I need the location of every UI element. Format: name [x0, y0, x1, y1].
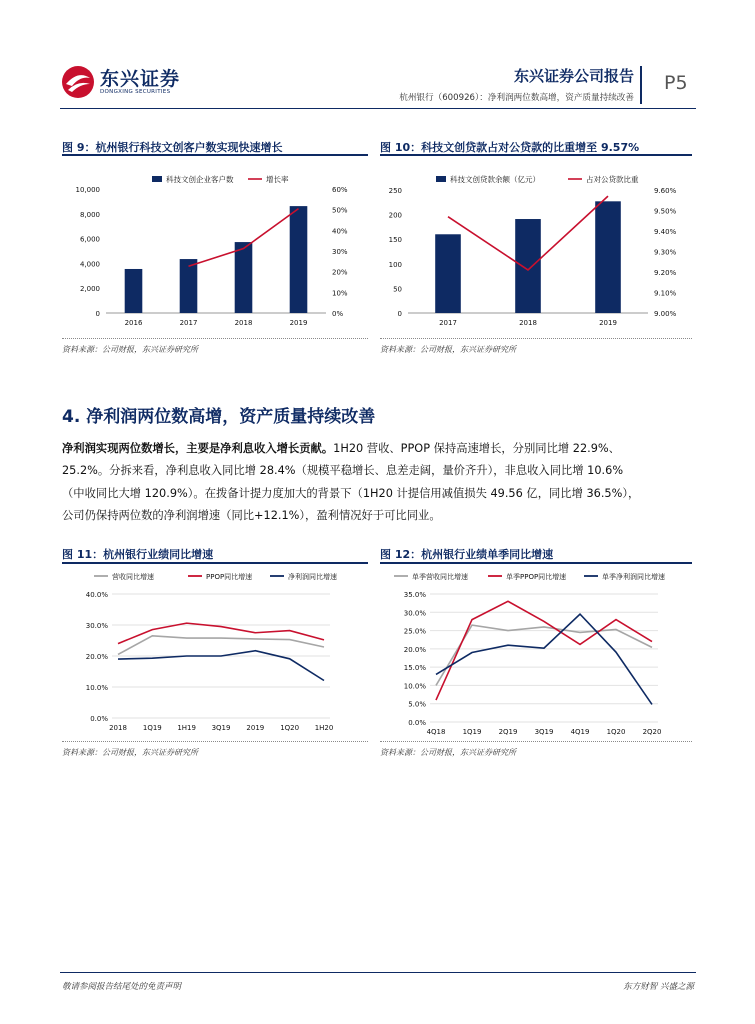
fig12-source: 资料来源：公司财报，东兴证券研究所: [380, 748, 516, 757]
fig10-yaxis-left-tick: 100: [388, 260, 402, 269]
fig11-x-tick: 2018: [109, 724, 127, 732]
fig12-y-tick: 25.0%: [403, 627, 426, 636]
fig12-legend-label: 单季营收同比增速: [412, 573, 468, 581]
fig10-yaxis-left-tick: 50: [393, 285, 402, 294]
fig11-chart: [62, 566, 372, 738]
fig11-legend-label: 营收同比增速: [112, 573, 154, 581]
header-rule: [60, 108, 696, 109]
fig12-title: 图 12：杭州银行业绩单季同比增速: [380, 548, 554, 561]
fig10-x-tick: 2019: [599, 319, 617, 327]
report-subtitle: 杭州银行（600926）：净利润两位数高增，资产质量持续改善: [399, 93, 634, 103]
fig10-yaxis-left-tick: 150: [388, 236, 402, 245]
fig12-x-tick: 2Q19: [498, 728, 518, 736]
fig10-chart: [380, 162, 692, 332]
fig10-yaxis-right-tick: 9.30%: [654, 248, 677, 257]
fig10-legend-bar-swatch: [436, 176, 446, 182]
fig11-source: 资料来源：公司财报，东兴证券研究所: [62, 748, 198, 757]
fig12-x-tick: 1Q19: [462, 728, 482, 736]
logo-emblem-icon: [60, 64, 96, 100]
paragraph-lead: 净利润实现两位数增长，主要是净利息收入增长贡献。: [62, 442, 334, 455]
fig10-yaxis-right-tick: 9.60%: [654, 187, 677, 195]
fig12-legend-label: 单季PPOP同比增速: [506, 573, 567, 581]
footer-rule: [60, 972, 696, 973]
paragraph-line-2: 25.2%。分拆来看，净利息收入同比增 28.4%（规模平稳增长、息差走阔，量价齐升），非息收入同比增 10.6%: [62, 464, 624, 478]
fig11-x-tick: 1Q19: [142, 724, 162, 732]
fig10-x-tick: 2018: [519, 319, 537, 327]
fig9-yaxis-right-tick: 50%: [332, 206, 348, 215]
fig12-y-tick: 35.0%: [403, 591, 426, 599]
fig10-yaxis-left-tick: 250: [388, 187, 402, 195]
report-title: 东兴证券公司报告: [513, 67, 634, 85]
fig10-source: 资料来源：公司财报，东兴证券研究所: [380, 345, 516, 354]
logo-text: 东兴证券: [100, 68, 181, 90]
fig10-legend-bar-label: 科技文创贷款余额（亿元）: [450, 175, 540, 184]
fig11-series-line: [118, 636, 324, 655]
paragraph-line-1: 1H20 营收、PPOP 保持高速增长，分别同比增 22.9%、: [333, 442, 620, 455]
fig11-title: 图 11：杭州银行业绩同比增速: [62, 548, 214, 561]
fig12-x-tick: 4Q18: [426, 728, 446, 736]
fig11-y-tick: 0.0%: [90, 715, 108, 723]
fig12-legend-label: 单季净利润同比增速: [602, 573, 665, 581]
fig9-yaxis-right-tick: 10%: [332, 289, 348, 298]
fig9-bottom-rule: [62, 338, 368, 339]
fig9-bar: [180, 259, 198, 313]
fig12-y-tick: 20.0%: [403, 645, 426, 654]
section-paragraph: [62, 438, 702, 528]
fig11-title-rule: [62, 562, 368, 564]
fig10-yaxis-right-tick: 9.40%: [654, 228, 677, 236]
fig9-legend-bar-swatch: [152, 176, 162, 182]
fig10-yaxis-right-tick: 9.00%: [654, 310, 677, 318]
fig12-x-tick: 2Q20: [642, 728, 662, 736]
fig9-x-tick: 2017: [179, 319, 198, 327]
header-divider: [640, 66, 642, 104]
fig9-yaxis-right-tick: 20%: [332, 268, 348, 277]
fig9-yaxis-left-tick: 8,000: [79, 210, 100, 219]
paragraph-line-4: 公司仍保持两位数的净利润增速（同比+12.1%），盈利情况好于可比同业。: [62, 509, 441, 523]
footer-slogan: 东方财智 兴盛之源: [623, 982, 694, 992]
fig9-yaxis-right-tick: 30%: [332, 248, 348, 256]
fig9-yaxis-left-tick: 4,000: [79, 260, 100, 269]
fig12-chart: [380, 566, 692, 738]
fig9-source: 资料来源：公司财报，东兴证券研究所: [62, 345, 198, 354]
fig11-legend-label: 净利润同比增速: [288, 573, 337, 581]
fig11-legend-label: PPOP同比增速: [206, 573, 253, 581]
fig9-bar: [125, 269, 143, 313]
logo: [60, 62, 180, 102]
fig10-title: 图 10：科技文创贷款占对公贷款的比重增至 9.57%: [380, 141, 640, 154]
fig9-x-tick: 2019: [289, 319, 308, 327]
fig10-bar: [515, 219, 541, 313]
fig10-bottom-rule: [380, 338, 692, 339]
fig12-bottom-rule: [380, 741, 692, 742]
fig10-title-rule: [380, 154, 692, 156]
fig9-yaxis-left-tick: 6,000: [79, 235, 100, 244]
fig9-chart: [62, 162, 372, 332]
fig12-x-tick: 1Q20: [606, 728, 626, 736]
fig9-legend-line-label: 增长率: [266, 175, 289, 184]
fig9-title-rule: [62, 154, 368, 156]
fig10-yaxis-left-tick: 200: [388, 211, 402, 220]
fig9-yaxis-right-tick: 60%: [332, 186, 348, 194]
page-number: P5: [664, 72, 688, 94]
footer-disclaimer: 敬请参阅报告结尾处的免责声明: [62, 982, 182, 992]
fig12-y-tick: 0.0%: [408, 719, 426, 727]
fig9-yaxis-left-tick: 0: [95, 310, 100, 318]
fig10-legend-line-label: 占对公贷款比重: [586, 175, 639, 184]
section-heading: 4. 净利润两位数高增，资产质量持续改善: [62, 407, 376, 427]
fig10-yaxis-right-tick: 9.10%: [654, 289, 677, 298]
fig12-y-tick: 15.0%: [403, 664, 426, 673]
fig9-yaxis-right-tick: 0%: [332, 310, 344, 318]
fig12-y-tick: 5.0%: [408, 700, 426, 709]
fig9-bar: [290, 206, 308, 313]
fig12-x-tick: 3Q19: [534, 728, 554, 736]
fig12-x-tick: 4Q19: [570, 728, 590, 736]
fig11-x-tick: 3Q19: [211, 724, 231, 732]
fig11-x-tick: 1Q20: [280, 724, 300, 732]
fig11-y-tick: 30.0%: [85, 622, 108, 630]
fig11-y-tick: 40.0%: [85, 591, 108, 599]
fig10-yaxis-right-tick: 9.20%: [654, 269, 677, 277]
fig12-y-tick: 30.0%: [403, 609, 426, 618]
fig10-bar: [435, 234, 461, 313]
fig10-bar: [595, 201, 621, 313]
fig11-y-tick: 20.0%: [85, 653, 108, 661]
fig9-bar: [235, 242, 253, 313]
fig10-yaxis-right-tick: 9.50%: [654, 207, 677, 216]
fig11-x-tick: 2019: [246, 724, 265, 732]
logo-english: DONGXING SECURITIES: [100, 89, 171, 95]
fig12-title-rule: [380, 562, 692, 564]
fig11-x-tick: 1H20: [314, 724, 334, 732]
fig11-bottom-rule: [62, 741, 368, 742]
fig9-yaxis-right-tick: 40%: [332, 227, 348, 236]
fig9-title: 图 9：杭州银行科技文创客户数实现快速增长: [62, 141, 283, 154]
fig9-x-tick: 2016: [124, 319, 143, 327]
paragraph-line-3: （中收同比大增 120.9%）。在拨备计提力度加大的背景下（1H20 计提信用减值损失 49.56 亿，同比增 36.5%），: [62, 486, 640, 500]
fig10-x-tick: 2017: [439, 319, 457, 327]
fig12-y-tick: 10.0%: [403, 682, 426, 691]
fig11-series-line: [118, 651, 324, 681]
fig11-y-tick: 10.0%: [85, 684, 108, 692]
fig9-x-tick: 2018: [234, 319, 253, 327]
fig11-x-tick: 1H19: [177, 724, 196, 732]
fig9-yaxis-left-tick: 2,000: [79, 285, 100, 294]
fig9-yaxis-left-tick: 10,000: [75, 186, 100, 194]
fig10-yaxis-left-tick: 0: [397, 310, 402, 318]
fig9-legend-bar-label: 科技文创企业客户数: [166, 175, 234, 184]
